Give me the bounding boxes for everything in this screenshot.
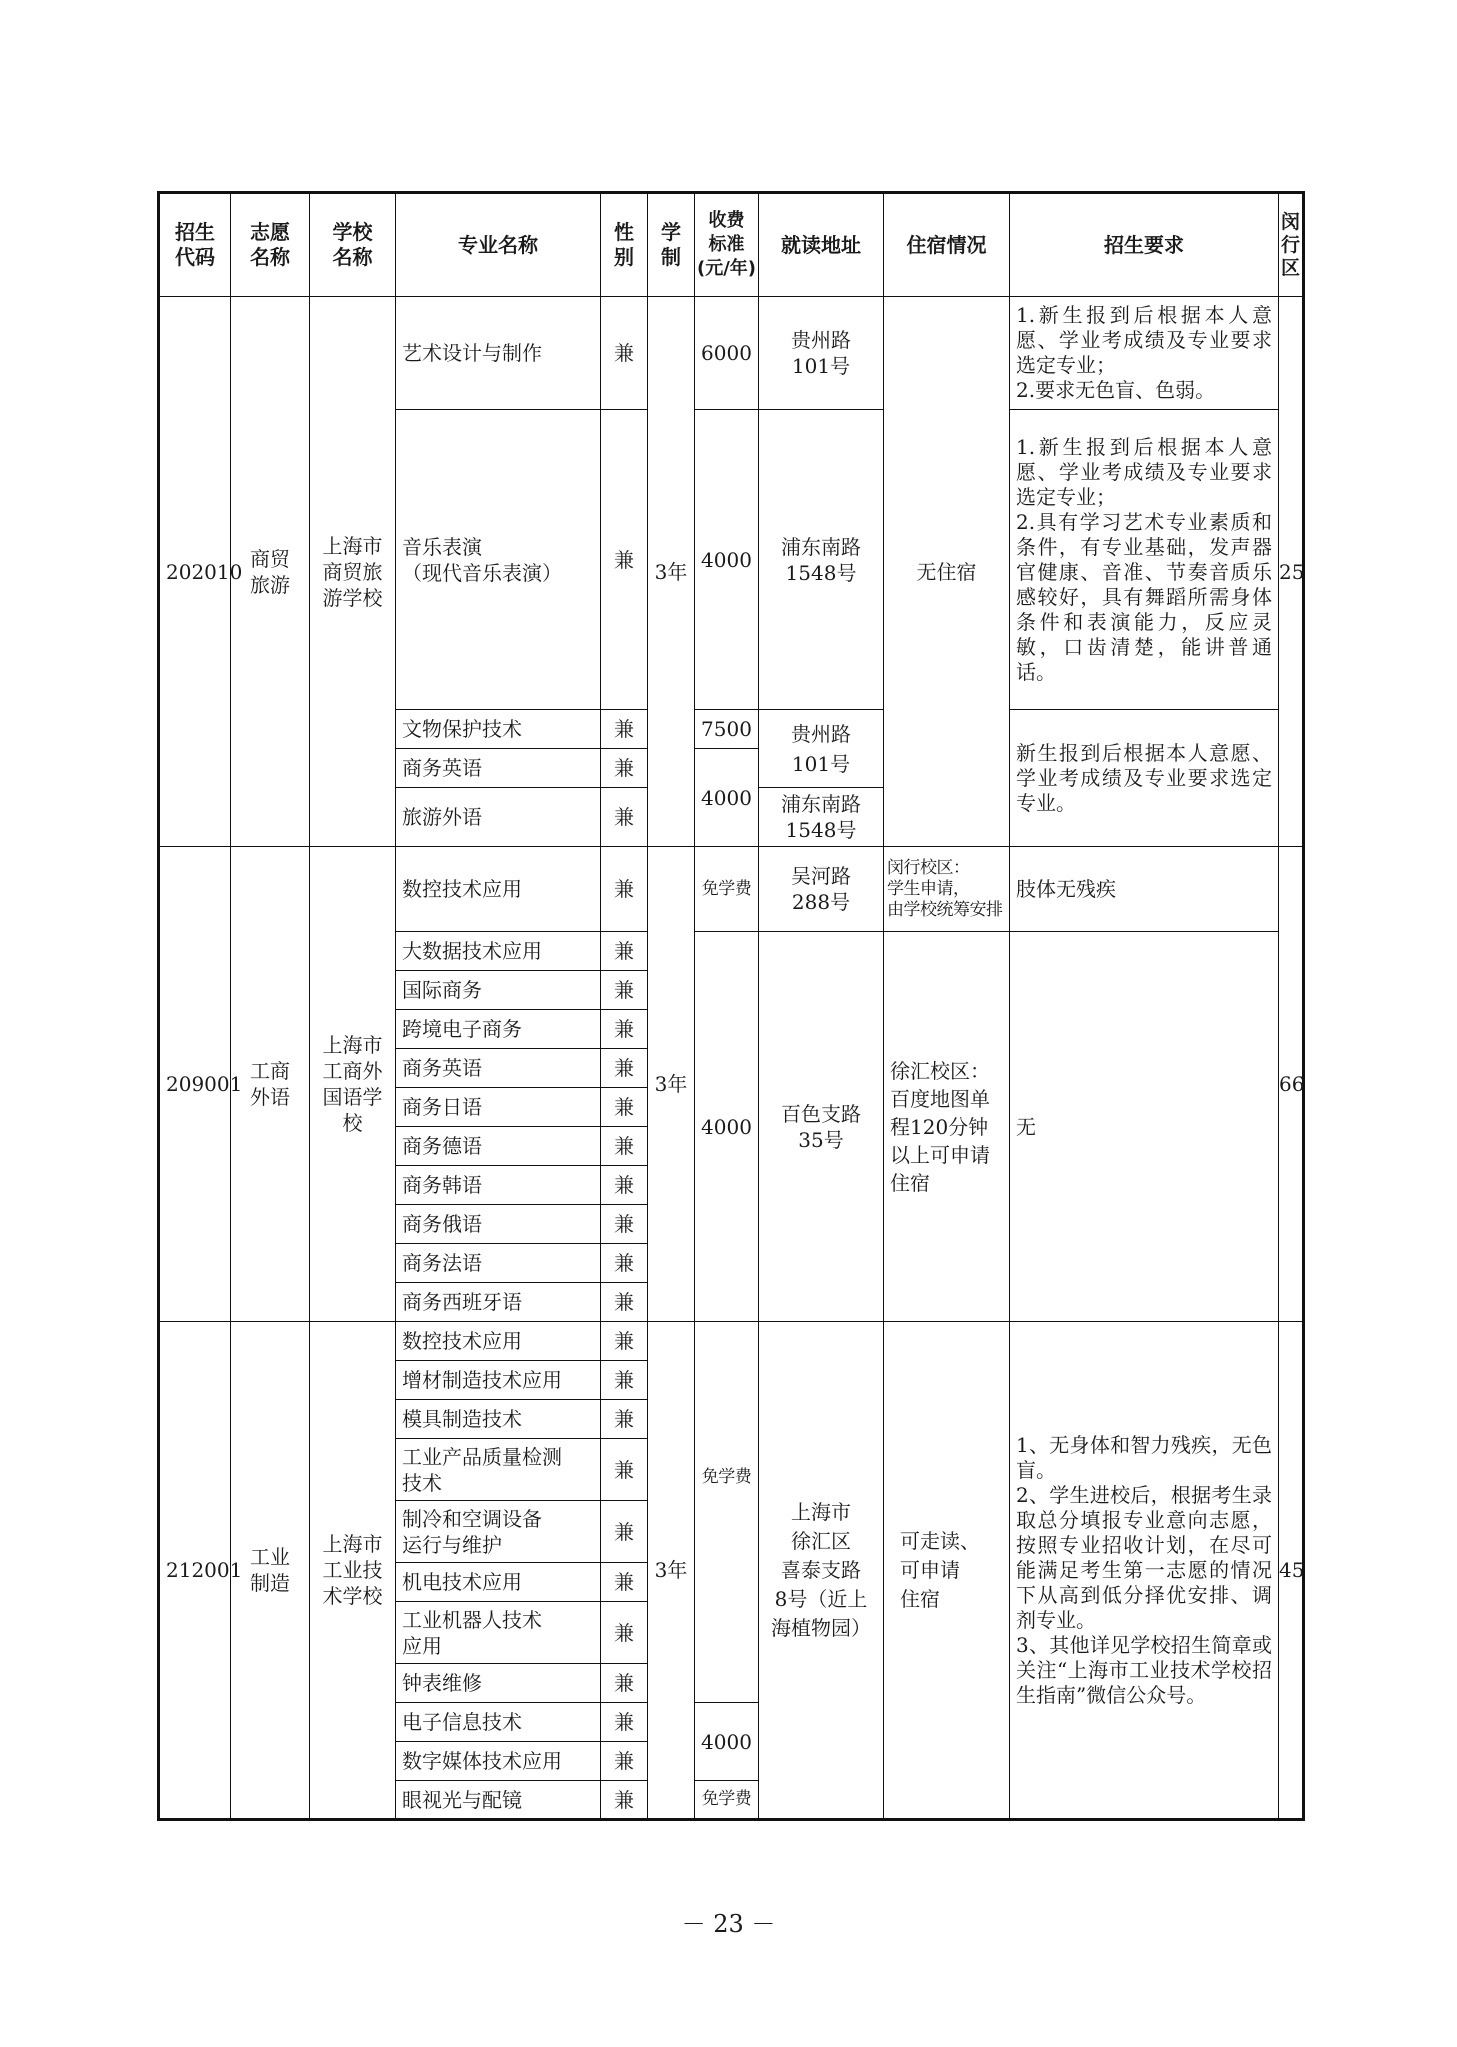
- header-requirements: 招生要求: [1010, 193, 1279, 297]
- page-number: － 23 －: [681, 1910, 776, 1938]
- cell-school: 上海市 工业技 术学校: [310, 1322, 396, 1820]
- cell-gender: 兼: [601, 1205, 648, 1244]
- cell-address: 浦东南路 1548号: [759, 410, 884, 710]
- cell-major: 机电技术应用: [396, 1563, 601, 1602]
- cell-gender: 兼: [601, 932, 648, 971]
- cell-requirements: 1.新生报到后根据本人意愿、学业考成绩及专业要求选定专业； 2.要求无色盲、色弱。: [1010, 297, 1279, 410]
- cell-gender: 兼: [601, 1781, 648, 1820]
- cell-major: 商务韩语: [396, 1166, 601, 1205]
- cell-gender: 兼: [601, 1361, 648, 1400]
- cell-major: 跨境电子商务: [396, 1010, 601, 1049]
- header-minhang: 闵 行 区: [1279, 193, 1304, 297]
- table-row: [159, 847, 1304, 932]
- cell-major: 数控技术应用: [396, 847, 601, 932]
- cell-gender: 兼: [601, 710, 648, 749]
- header-address: 就读地址: [759, 193, 884, 297]
- cell-major: 增材制造技术应用: [396, 1361, 601, 1400]
- cell-major: 大数据技术应用: [396, 932, 601, 971]
- cell-school: 上海市 商贸旅 游学校: [310, 297, 396, 847]
- cell-housing: 闵行校区： 学生申请， 由学校统筹安排: [884, 847, 1010, 932]
- cell-fee: 4000: [695, 1703, 759, 1781]
- cell-address: 贵州路 101号: [759, 710, 884, 788]
- cell-major: 商务俄语: [396, 1205, 601, 1244]
- header-gender: 性 别: [601, 193, 648, 297]
- cell-major: 制冷和空调设备 运行与维护: [396, 1501, 601, 1563]
- cell-gender: 兼: [601, 1049, 648, 1088]
- cell-major: 商务法语: [396, 1244, 601, 1283]
- cell-major: 商务英语: [396, 1049, 601, 1088]
- cell-gender: 兼: [601, 1400, 648, 1439]
- cell-major: 电子信息技术: [396, 1703, 601, 1742]
- cell-gender: 兼: [601, 1602, 648, 1664]
- cell-gender: 兼: [601, 1742, 648, 1781]
- cell-minhang: 66: [1279, 847, 1304, 1322]
- cell-major: 商务德语: [396, 1127, 601, 1166]
- cell-fee: 7500: [695, 710, 759, 749]
- header-code: 招生 代码: [159, 193, 231, 297]
- cell-gender: 兼: [601, 1244, 648, 1283]
- cell-category: 商贸 旅游: [231, 297, 310, 847]
- cell-housing: 徐汇校区： 百度地图单 程120分钟 以上可申请 住宿: [884, 932, 1010, 1322]
- cell-major: 艺术设计与制作: [396, 297, 601, 410]
- admissions-table: [157, 191, 1305, 1821]
- cell-address: 百色支路 35号: [759, 932, 884, 1322]
- header-row: [159, 193, 1304, 297]
- cell-major: 工业机器人技术 应用: [396, 1602, 601, 1664]
- cell-gender: 兼: [601, 847, 648, 932]
- cell-major: 音乐表演 （现代音乐表演）: [396, 410, 601, 710]
- cell-duration: 3年: [648, 847, 695, 1322]
- cell-gender: 兼: [601, 1664, 648, 1703]
- cell-gender: 兼: [601, 1010, 648, 1049]
- cell-major: 旅游外语: [396, 788, 601, 847]
- table-row: [159, 1322, 1304, 1361]
- cell-duration: 3年: [648, 1322, 695, 1820]
- header-major: 专业名称: [396, 193, 601, 297]
- cell-major: 工业产品质量检测 技术: [396, 1439, 601, 1501]
- cell-minhang: 45: [1279, 1322, 1304, 1820]
- cell-major: 模具制造技术: [396, 1400, 601, 1439]
- cell-code: 209001: [159, 847, 231, 1322]
- cell-housing: 可走读、 可申请 住宿: [884, 1322, 1010, 1820]
- cell-major: 商务英语: [396, 749, 601, 788]
- cell-major: 文物保护技术: [396, 710, 601, 749]
- cell-category: 工商 外语: [231, 847, 310, 1322]
- cell-gender: 兼: [601, 410, 648, 710]
- cell-requirements: 新生报到后根据本人意愿、学业考成绩及专业要求选定专业。: [1010, 710, 1279, 847]
- cell-major: 眼视光与配镜: [396, 1781, 601, 1820]
- header-category: 志愿 名称: [231, 193, 310, 297]
- cell-gender: 兼: [601, 1322, 648, 1361]
- cell-address: 浦东南路 1548号: [759, 788, 884, 847]
- cell-gender: 兼: [601, 1127, 648, 1166]
- cell-gender: 兼: [601, 1501, 648, 1563]
- cell-code: 202010: [159, 297, 231, 847]
- cell-address: 吴河路 288号: [759, 847, 884, 932]
- cell-fee: 免学费: [695, 1322, 759, 1703]
- cell-major: 国际商务: [396, 971, 601, 1010]
- header-school: 学校 名称: [310, 193, 396, 297]
- cell-gender: 兼: [601, 971, 648, 1010]
- cell-requirements: 肢体无残疾: [1010, 847, 1279, 932]
- cell-code: 212001: [159, 1322, 231, 1820]
- cell-gender: 兼: [601, 1563, 648, 1602]
- header-fee: 收费 标准 (元/年): [695, 193, 759, 297]
- cell-fee: 4000: [695, 410, 759, 710]
- cell-gender: 兼: [601, 1439, 648, 1501]
- cell-category: 工业 制造: [231, 1322, 310, 1820]
- cell-requirements: 无: [1010, 932, 1279, 1322]
- cell-fee: 6000: [695, 297, 759, 410]
- cell-fee: 免学费: [695, 1781, 759, 1820]
- cell-requirements: 1、无身体和智力残疾，无色盲。 2、学生进校后，根据考生录取总分填报专业意向志愿，按照专业招收计划，在尽可能满足考生第一志愿的情况下从高到低分择优安排、调剂专业。 3、其他详见学校招生简章或关注“上海市工业技术学校招生指南”微信公众号。: [1010, 1322, 1279, 1820]
- table-row: [159, 297, 1304, 410]
- header-housing: 住宿情况: [884, 193, 1010, 297]
- cell-gender: 兼: [601, 749, 648, 788]
- cell-major: 数字媒体技术应用: [396, 1742, 601, 1781]
- header-duration: 学 制: [648, 193, 695, 297]
- cell-gender: 兼: [601, 1283, 648, 1322]
- cell-requirements: 1.新生报到后根据本人意愿、学业考成绩及专业要求选定专业； 2.具有学习艺术专业素质和条件，有专业基础，发声器官健康、音准、节奏音质乐感较好，具有舞蹈所需身体条件和表演能力，反应灵敏，口齿清楚，能讲普通话。: [1010, 410, 1279, 710]
- cell-major: 商务西班牙语: [396, 1283, 601, 1322]
- cell-gender: 兼: [601, 788, 648, 847]
- cell-duration: 3年: [648, 297, 695, 847]
- cell-gender: 兼: [601, 1703, 648, 1742]
- cell-address: 上海市 徐汇区 喜泰支路 8号（近上 海植物园）: [759, 1322, 884, 1820]
- cell-fee: 4000: [695, 749, 759, 847]
- cell-major: 数控技术应用: [396, 1322, 601, 1361]
- cell-major: 钟表维修: [396, 1664, 601, 1703]
- cell-school: 上海市 工商外 国语学 校: [310, 847, 396, 1322]
- cell-minhang: 25: [1279, 297, 1304, 847]
- cell-gender: 兼: [601, 297, 648, 410]
- cell-major: 商务日语: [396, 1088, 601, 1127]
- cell-fee: 免学费: [695, 847, 759, 932]
- cell-fee: 4000: [695, 932, 759, 1322]
- cell-housing: 无住宿: [884, 297, 1010, 847]
- cell-address: 贵州路 101号: [759, 297, 884, 410]
- cell-gender: 兼: [601, 1166, 648, 1205]
- cell-gender: 兼: [601, 1088, 648, 1127]
